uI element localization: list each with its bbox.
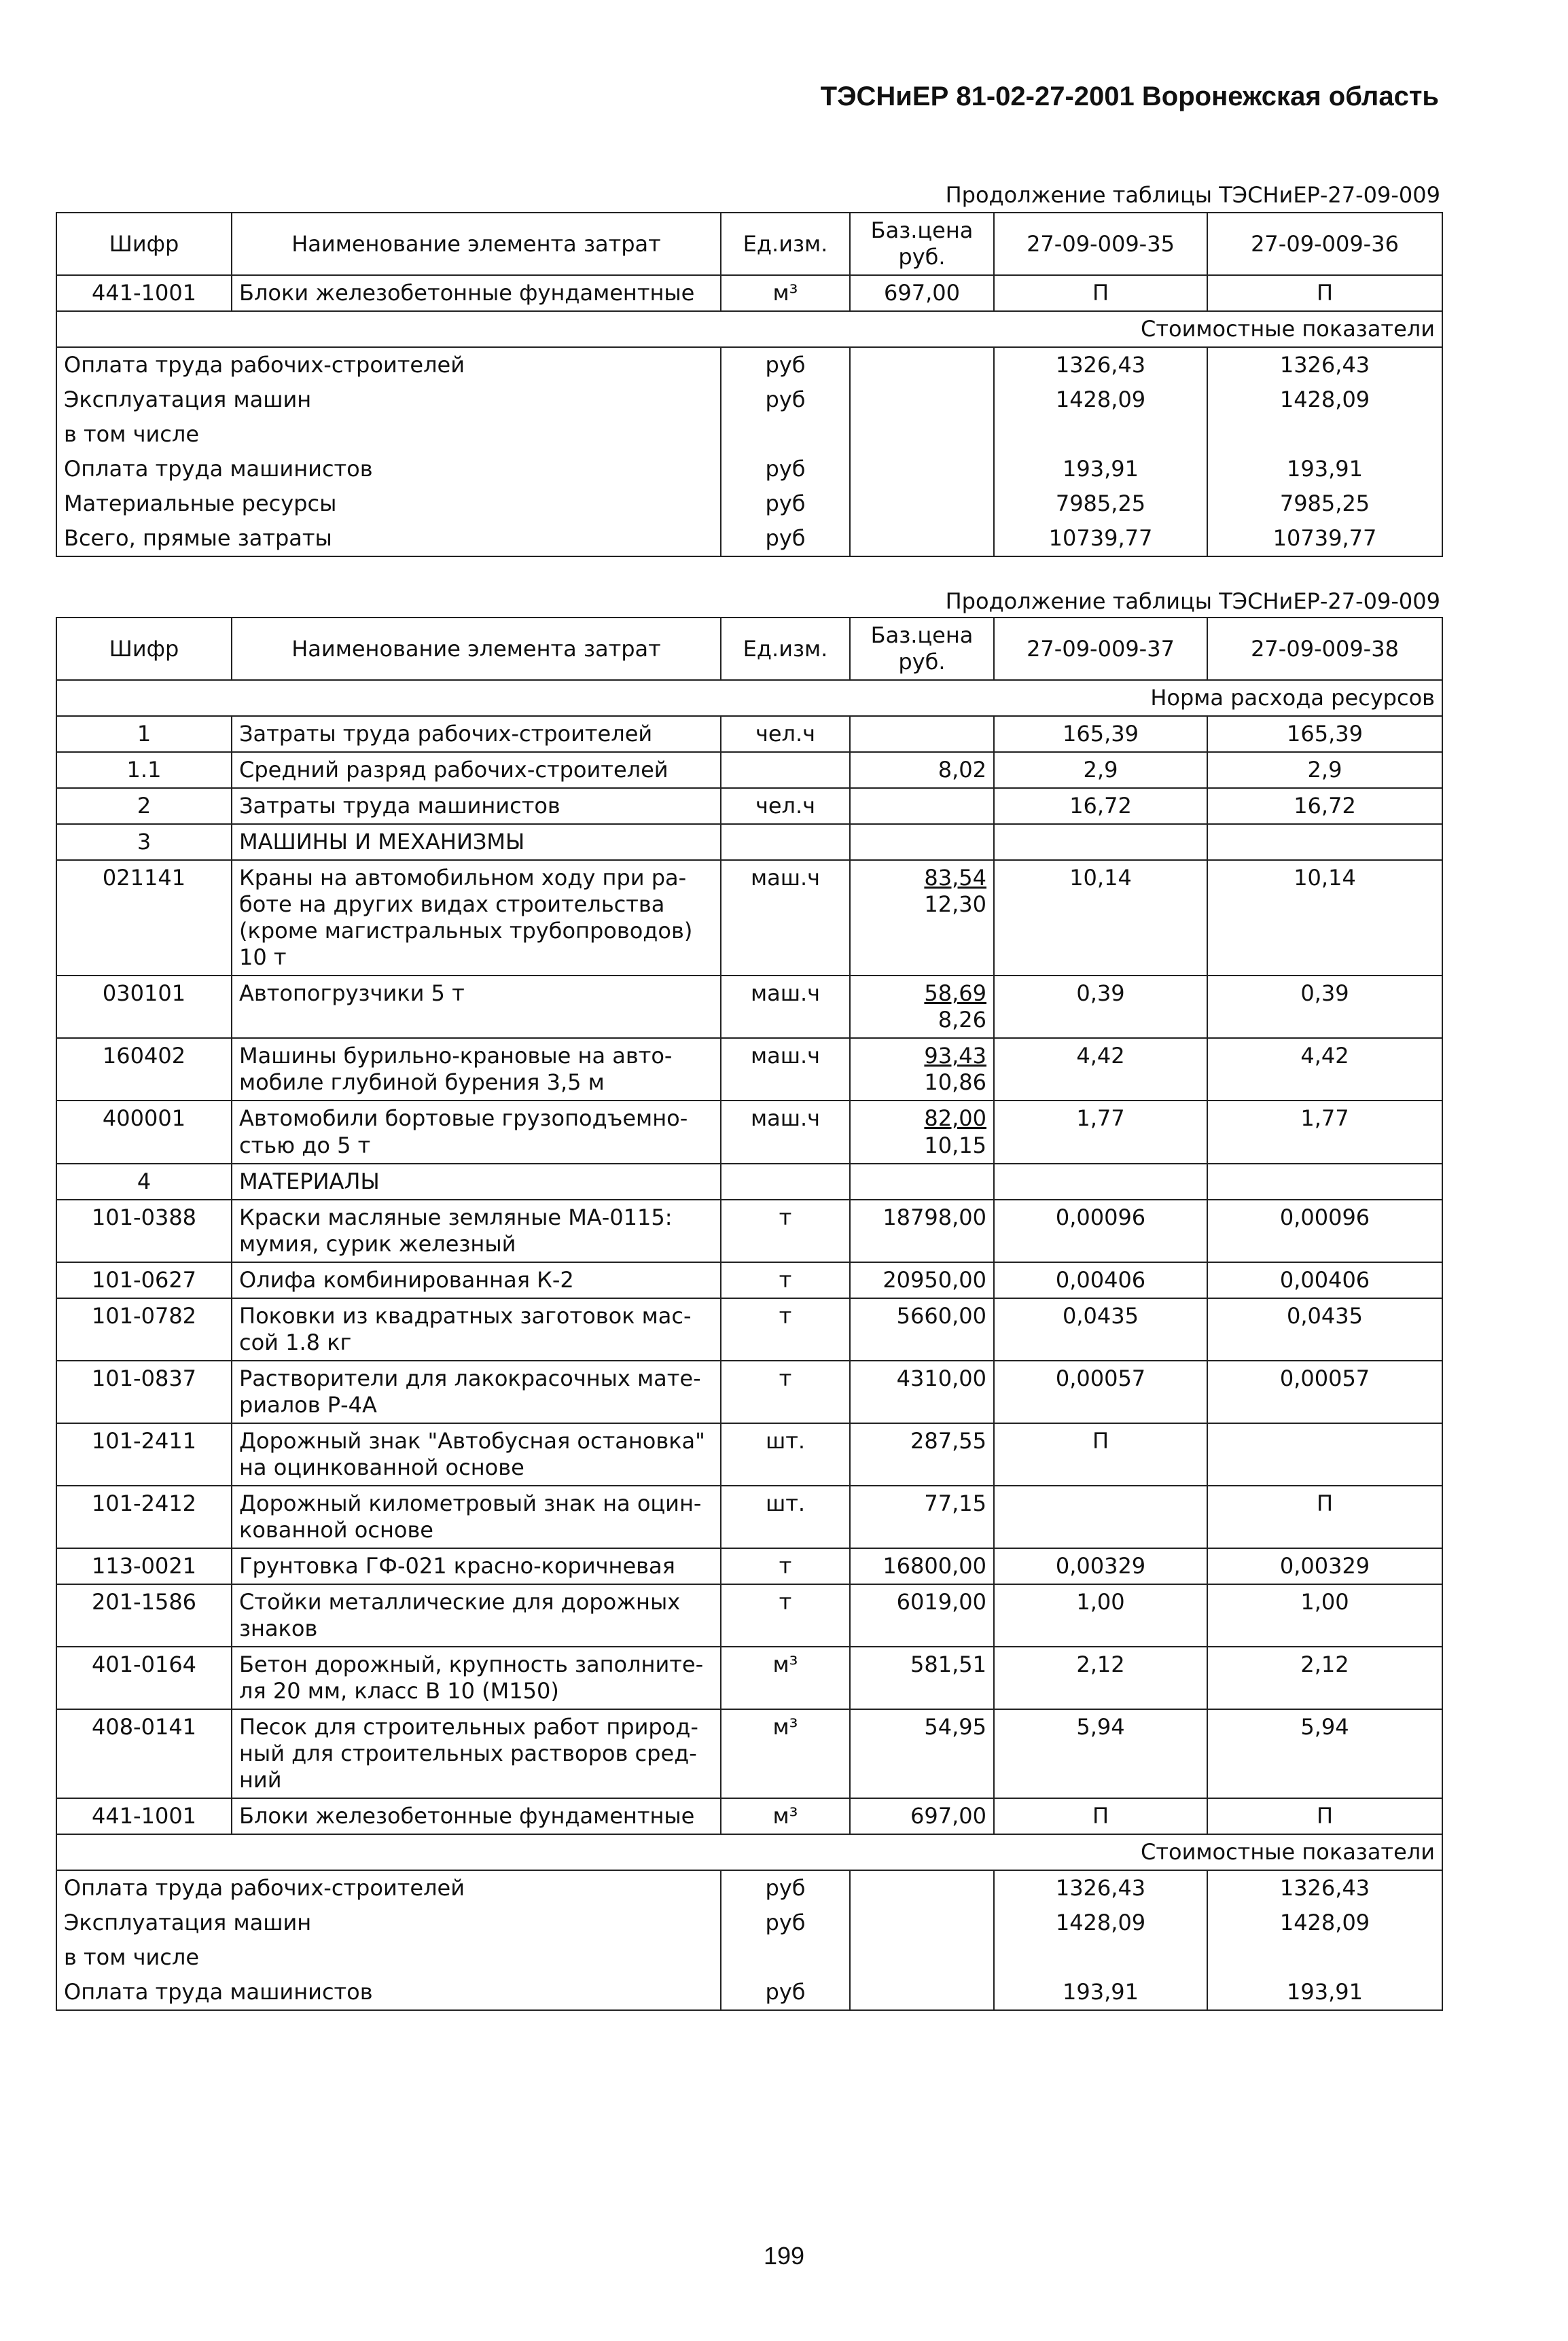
price-total: 82,00 xyxy=(924,1105,986,1132)
cost-name: в том числе xyxy=(56,1940,721,1975)
cell-name: Затраты труда машинистов xyxy=(232,788,721,824)
cell-name: Блоки железобетонные фундаментные xyxy=(232,275,721,311)
cell-price: 4310,00 xyxy=(850,1361,994,1423)
cell-price: 54,95 xyxy=(850,1709,994,1798)
cost-price-empty xyxy=(850,452,994,486)
cell-v2: 0,00329 xyxy=(1207,1548,1442,1584)
cost-price-empty xyxy=(850,1975,994,2010)
col-header-v1: 27-09-009-37 xyxy=(994,618,1207,680)
cell-unit: т xyxy=(721,1298,850,1361)
cell-unit xyxy=(721,752,850,788)
cost-name: Эксплуатация машин xyxy=(56,1906,721,1940)
cost-unit: руб xyxy=(721,347,850,382)
table1-header-row xyxy=(56,213,1442,275)
cell-code: 401-0164 xyxy=(56,1647,232,1709)
cost-unit: руб xyxy=(721,1870,850,1906)
cell-code: 101-2412 xyxy=(56,1486,232,1548)
cost-unit: руб xyxy=(721,1975,850,2010)
table-row xyxy=(56,1798,1442,1834)
resource-table-1 xyxy=(56,212,1443,557)
section-row xyxy=(56,311,1442,347)
page-header-title: ТЭСНиЕР 81-02-27-2001 Воронежская область xyxy=(820,82,1439,111)
table-row xyxy=(56,1361,1442,1423)
price-wage: 10,86 xyxy=(924,1069,986,1096)
group-header-row xyxy=(56,824,1442,860)
cell-v2: 2,9 xyxy=(1207,752,1442,788)
price-total: 93,43 xyxy=(924,1043,986,1069)
cost-v2: 1428,09 xyxy=(1207,1906,1442,1940)
cell-code: 160402 xyxy=(56,1038,232,1101)
cell-name: Песок для строительных работ природ-ный для строительных растворов сред-ний xyxy=(232,1709,721,1798)
col-header-name: Наименование элемента затрат xyxy=(232,618,721,680)
cost-v1: 10739,77 xyxy=(994,521,1207,556)
cost-price-empty xyxy=(850,382,994,417)
cell-code: 101-0388 xyxy=(56,1200,232,1262)
cell-code: 1 xyxy=(56,716,232,752)
cell-unit: маш.ч xyxy=(721,976,850,1038)
cell-unit: маш.ч xyxy=(721,1101,850,1163)
cell-unit: маш.ч xyxy=(721,860,850,976)
cell-code: 201-1586 xyxy=(56,1584,232,1647)
cost-v1 xyxy=(994,1940,1207,1975)
cell-v2: 5,94 xyxy=(1207,1709,1442,1798)
cost-v2: 7985,25 xyxy=(1207,486,1442,521)
cost-row xyxy=(56,1870,1442,1906)
price-total: 58,69 xyxy=(924,980,986,1007)
cell-name: Дорожный знак "Автобусная остановка" на оцинкованной основе xyxy=(232,1423,721,1486)
table1-cost-rows xyxy=(56,347,1442,556)
cell-code: 2 xyxy=(56,788,232,824)
cell-price xyxy=(850,1038,994,1101)
cell-v2: П xyxy=(1207,1486,1442,1548)
page-number: 199 xyxy=(763,2242,805,2270)
cell-v1: 0,39 xyxy=(994,976,1207,1038)
section-label: Норма расхода ресурсов xyxy=(56,680,1442,716)
cell-v2 xyxy=(1207,1423,1442,1486)
cell-v1: 5,94 xyxy=(994,1709,1207,1798)
cost-v1: 7985,25 xyxy=(994,486,1207,521)
cost-row xyxy=(56,382,1442,417)
cell-price: 5660,00 xyxy=(850,1298,994,1361)
table-row xyxy=(56,1298,1442,1361)
cost-v2 xyxy=(1207,417,1442,452)
cell-price xyxy=(850,976,994,1038)
cell-code: 101-0782 xyxy=(56,1298,232,1361)
table-row xyxy=(56,1262,1442,1298)
col-header-price: Баз.цена руб. xyxy=(850,213,994,275)
cost-name: Материальные ресурсы xyxy=(56,486,721,521)
cell-code: 1.1 xyxy=(56,752,232,788)
cost-unit xyxy=(721,417,850,452)
cost-price-empty xyxy=(850,521,994,556)
cell-price: 697,00 xyxy=(850,275,994,311)
cell-name: Автомобили бортовые грузоподъемно-стью до 5 т xyxy=(232,1101,721,1163)
cost-v2: 193,91 xyxy=(1207,452,1442,486)
section-row xyxy=(56,680,1442,716)
cell-v2: 0,00096 xyxy=(1207,1200,1442,1262)
col-header-code: Шифр xyxy=(56,618,232,680)
cell-code: 441-1001 xyxy=(56,1798,232,1834)
cell-v1: 0,00406 xyxy=(994,1262,1207,1298)
cost-v1: 1428,09 xyxy=(994,1906,1207,1940)
cell-v2: 4,42 xyxy=(1207,1038,1442,1101)
cell-name: МАШИНЫ И МЕХАНИЗМЫ xyxy=(232,824,721,860)
table-row xyxy=(56,1200,1442,1262)
table2-caption: Продолжение таблицы ТЭСНиЕР-27-09-009 xyxy=(945,588,1440,614)
cell-price: 20950,00 xyxy=(850,1262,994,1298)
cell-price xyxy=(850,1164,994,1200)
table-row xyxy=(56,716,1442,752)
table-row xyxy=(56,275,1442,311)
cell-unit: м³ xyxy=(721,1798,850,1834)
cell-name: Краны на автомобильном ходу при ра-боте на других видах строительства (кроме магистральных трубопроводов) 10 т xyxy=(232,860,721,976)
cell-code: 101-0837 xyxy=(56,1361,232,1423)
cell-v1: 16,72 xyxy=(994,788,1207,824)
cell-name: Поковки из квадратных заготовок мас-сой 1.8 кг xyxy=(232,1298,721,1361)
group-header-row xyxy=(56,1164,1442,1200)
cost-name: в том числе xyxy=(56,417,721,452)
cell-v1: 0,00057 xyxy=(994,1361,1207,1423)
cost-name: Оплата труда машинистов xyxy=(56,1975,721,2010)
cell-code: 021141 xyxy=(56,860,232,976)
cell-unit: т xyxy=(721,1548,850,1584)
table-row xyxy=(56,752,1442,788)
cost-name: Оплата труда рабочих-строителей xyxy=(56,347,721,382)
col-header-v1: 27-09-009-35 xyxy=(994,213,1207,275)
cell-price xyxy=(850,1101,994,1163)
cost-v1 xyxy=(994,417,1207,452)
cell-code: 4 xyxy=(56,1164,232,1200)
cell-code: 101-2411 xyxy=(56,1423,232,1486)
cell-v1: 10,14 xyxy=(994,860,1207,976)
section-label: Стоимостные показатели xyxy=(56,1834,1442,1870)
cell-code: 030101 xyxy=(56,976,232,1038)
cell-name: Олифа комбинированная К-2 xyxy=(232,1262,721,1298)
table-row xyxy=(56,1584,1442,1647)
table2-cost-rows xyxy=(56,1870,1442,2010)
col-header-unit: Ед.изм. xyxy=(721,213,850,275)
col-header-unit: Ед.изм. xyxy=(721,618,850,680)
cell-v2: П xyxy=(1207,1798,1442,1834)
cost-v1: 1326,43 xyxy=(994,347,1207,382)
table-row xyxy=(56,1548,1442,1584)
price-wage: 10,15 xyxy=(924,1132,986,1158)
cost-price-empty xyxy=(850,486,994,521)
cell-name: Стойки металлические для дорожных знаков xyxy=(232,1584,721,1647)
cell-price xyxy=(850,824,994,860)
table2-resource-rows xyxy=(56,716,1442,1834)
cell-name: МАТЕРИАЛЫ xyxy=(232,1164,721,1200)
cell-unit: м³ xyxy=(721,1647,850,1709)
cell-v1: 0,00329 xyxy=(994,1548,1207,1584)
price-total: 83,54 xyxy=(924,865,986,891)
cost-unit: руб xyxy=(721,452,850,486)
table1-caption: Продолжение таблицы ТЭСНиЕР-27-09-009 xyxy=(945,182,1440,208)
cell-price: 16800,00 xyxy=(850,1548,994,1584)
cost-row xyxy=(56,452,1442,486)
cost-name: Эксплуатация машин xyxy=(56,382,721,417)
cell-v1: 4,42 xyxy=(994,1038,1207,1101)
cost-row xyxy=(56,521,1442,556)
cost-name: Оплата труда машинистов xyxy=(56,452,721,486)
col-header-name: Наименование элемента затрат xyxy=(232,213,721,275)
cell-price: 8,02 xyxy=(850,752,994,788)
cell-name: Машины бурильно-крановые на авто-мобиле глубиной бурения 3,5 м xyxy=(232,1038,721,1101)
cell-v2: 1,00 xyxy=(1207,1584,1442,1647)
cell-v1: П xyxy=(994,1798,1207,1834)
cell-unit xyxy=(721,824,850,860)
cell-code: 101-0627 xyxy=(56,1262,232,1298)
cell-code: 113-0021 xyxy=(56,1548,232,1584)
cell-v1: 0,0435 xyxy=(994,1298,1207,1361)
section-label: Стоимостные показатели xyxy=(56,311,1442,347)
cost-price-empty xyxy=(850,1940,994,1975)
cell-name: Средний разряд рабочих-строителей xyxy=(232,752,721,788)
table-row xyxy=(56,1423,1442,1486)
cell-v2: 0,00406 xyxy=(1207,1262,1442,1298)
cost-v2: 10739,77 xyxy=(1207,521,1442,556)
cell-name: Краски масляные земляные МА-0115: мумия, сурик железный xyxy=(232,1200,721,1262)
cell-unit: т xyxy=(721,1584,850,1647)
cell-v1: 1,77 xyxy=(994,1101,1207,1163)
cell-v2: 0,39 xyxy=(1207,976,1442,1038)
cell-v2: 10,14 xyxy=(1207,860,1442,976)
cost-v2 xyxy=(1207,1940,1442,1975)
table-row xyxy=(56,1101,1442,1163)
section-row xyxy=(56,1834,1442,1870)
cell-code: 400001 xyxy=(56,1101,232,1163)
cost-price-empty xyxy=(850,347,994,382)
cell-v1 xyxy=(994,1164,1207,1200)
cost-name: Оплата труда рабочих-строителей xyxy=(56,1870,721,1906)
cell-unit: шт. xyxy=(721,1423,850,1486)
cost-v2: 1326,43 xyxy=(1207,1870,1442,1906)
cost-row xyxy=(56,347,1442,382)
cell-v2: 1,77 xyxy=(1207,1101,1442,1163)
cell-code: 3 xyxy=(56,824,232,860)
price-wage: 8,26 xyxy=(938,1007,986,1033)
col-header-v2: 27-09-009-38 xyxy=(1207,618,1442,680)
cost-v1: 193,91 xyxy=(994,1975,1207,2010)
cost-v2: 1326,43 xyxy=(1207,347,1442,382)
resource-table-2 xyxy=(56,617,1443,2011)
cost-row xyxy=(56,1940,1442,1975)
cell-v1: 2,9 xyxy=(994,752,1207,788)
cost-v1: 193,91 xyxy=(994,452,1207,486)
cost-unit: руб xyxy=(721,1906,850,1940)
cost-unit xyxy=(721,1940,850,1975)
cell-name: Растворители для лакокрасочных мате-риалов Р-4А xyxy=(232,1361,721,1423)
cell-v1 xyxy=(994,1486,1207,1548)
cell-unit: маш.ч xyxy=(721,1038,850,1101)
col-header-price: Баз.цена руб. xyxy=(850,618,994,680)
cell-code: 408-0141 xyxy=(56,1709,232,1798)
cost-v1: 1428,09 xyxy=(994,382,1207,417)
cell-name: Бетон дорожный, крупность заполните-ля 20 мм, класс В 10 (М150) xyxy=(232,1647,721,1709)
cell-v2: П xyxy=(1207,275,1442,311)
cell-price: 6019,00 xyxy=(850,1584,994,1647)
cost-row xyxy=(56,417,1442,452)
col-header-code: Шифр xyxy=(56,213,232,275)
cell-unit: м³ xyxy=(721,1709,850,1798)
cell-v2: 165,39 xyxy=(1207,716,1442,752)
cell-price xyxy=(850,860,994,976)
table-row xyxy=(56,976,1442,1038)
table2-header-row xyxy=(56,618,1442,680)
cell-name: Блоки железобетонные фундаментные xyxy=(232,1798,721,1834)
cell-price: 287,55 xyxy=(850,1423,994,1486)
cell-price: 581,51 xyxy=(850,1647,994,1709)
cost-unit: руб xyxy=(721,486,850,521)
cell-unit: м³ xyxy=(721,275,850,311)
cost-row xyxy=(56,486,1442,521)
table-row xyxy=(56,1486,1442,1548)
cell-name: Затраты труда рабочих-строителей xyxy=(232,716,721,752)
cell-v2: 0,0435 xyxy=(1207,1298,1442,1361)
cost-name: Всего, прямые затраты xyxy=(56,521,721,556)
cell-name: Грунтовка ГФ-021 красно-коричневая xyxy=(232,1548,721,1584)
cell-price: 77,15 xyxy=(850,1486,994,1548)
cell-unit xyxy=(721,1164,850,1200)
cell-v1: 0,00096 xyxy=(994,1200,1207,1262)
table-row xyxy=(56,1709,1442,1798)
cell-v1 xyxy=(994,824,1207,860)
cell-v1: 2,12 xyxy=(994,1647,1207,1709)
cost-price-empty xyxy=(850,1906,994,1940)
cell-v1: П xyxy=(994,1423,1207,1486)
cell-code: 441-1001 xyxy=(56,275,232,311)
table-row xyxy=(56,788,1442,824)
cell-unit: т xyxy=(721,1262,850,1298)
cell-v2: 0,00057 xyxy=(1207,1361,1442,1423)
cell-unit: чел.ч xyxy=(721,716,850,752)
cell-unit: шт. xyxy=(721,1486,850,1548)
cost-row xyxy=(56,1906,1442,1940)
cell-v1: 1,00 xyxy=(994,1584,1207,1647)
cost-unit: руб xyxy=(721,521,850,556)
cell-v1: П xyxy=(994,275,1207,311)
cell-price: 697,00 xyxy=(850,1798,994,1834)
cell-unit: чел.ч xyxy=(721,788,850,824)
table-row xyxy=(56,1647,1442,1709)
cost-unit: руб xyxy=(721,382,850,417)
cell-v2: 2,12 xyxy=(1207,1647,1442,1709)
cell-v1: 165,39 xyxy=(994,716,1207,752)
cell-price: 18798,00 xyxy=(850,1200,994,1262)
cell-unit: т xyxy=(721,1200,850,1262)
cost-v2: 1428,09 xyxy=(1207,382,1442,417)
table-row xyxy=(56,1038,1442,1101)
cost-price-empty xyxy=(850,417,994,452)
cell-name: Автопогрузчики 5 т xyxy=(232,976,721,1038)
cost-row xyxy=(56,1975,1442,2010)
cost-price-empty xyxy=(850,1870,994,1906)
cell-price xyxy=(850,716,994,752)
cost-v2: 193,91 xyxy=(1207,1975,1442,2010)
cost-v1: 1326,43 xyxy=(994,1870,1207,1906)
cell-v2: 16,72 xyxy=(1207,788,1442,824)
col-header-v2: 27-09-009-36 xyxy=(1207,213,1442,275)
cell-name: Дорожный километровый знак на оцин-кованной основе xyxy=(232,1486,721,1548)
cell-v2 xyxy=(1207,1164,1442,1200)
cell-v2 xyxy=(1207,824,1442,860)
price-wage: 12,30 xyxy=(924,891,986,918)
cell-price xyxy=(850,788,994,824)
cell-unit: т xyxy=(721,1361,850,1423)
table-row xyxy=(56,860,1442,976)
